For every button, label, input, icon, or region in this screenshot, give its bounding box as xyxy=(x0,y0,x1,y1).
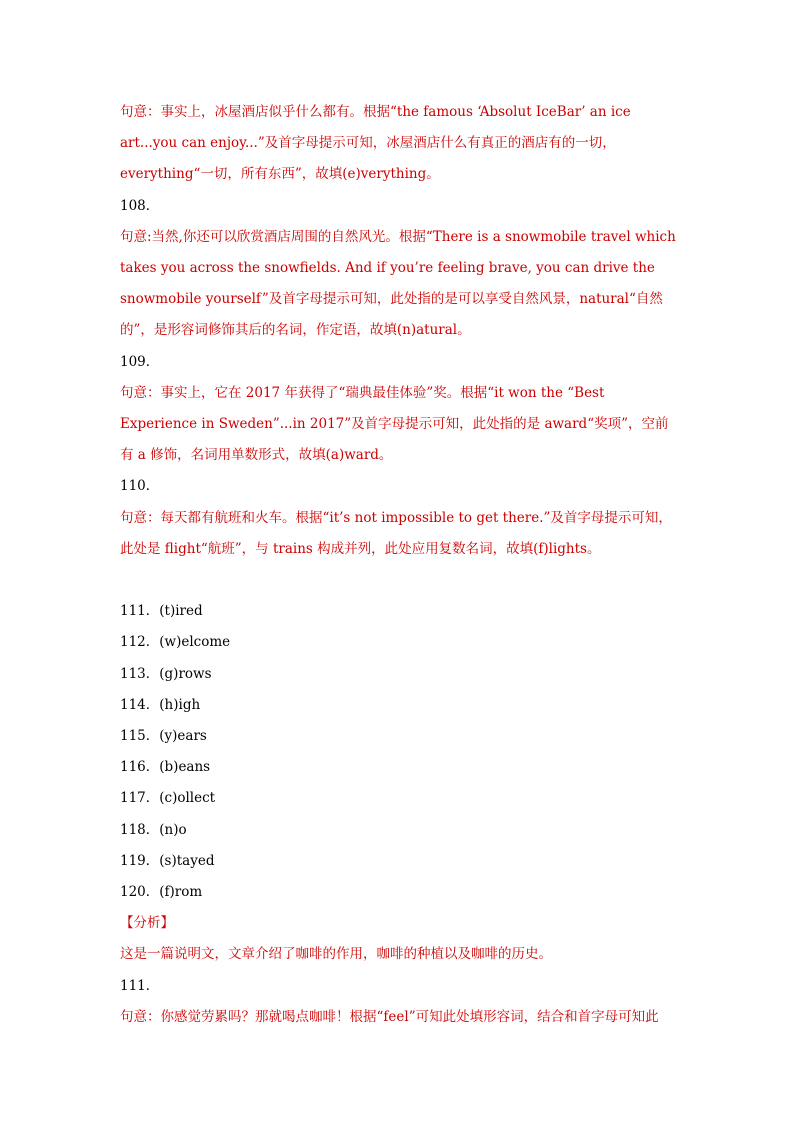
answer-111: 111．(t)ired xyxy=(120,603,203,620)
answer-114: 114．(h)igh xyxy=(120,696,201,713)
document-page xyxy=(120,97,680,1033)
question-number-111: 111． xyxy=(120,977,160,994)
answer-120: 120．(f)rom xyxy=(120,884,203,901)
answer-116: 116．(b)eans xyxy=(120,759,211,776)
explanation-110-text: 句意：每天都有航班和火车。根据“it’s not impossible to get there.”及首字母提示可知，此处是 flight“航班”，与 trains 构成并列，此处应用复数名词，故填(f)lights。 xyxy=(120,509,672,557)
explanation-109-text: 句意：事实上，它在 2017 年获得了“瑞典最佳体验”奖。根据“it won the “Best Experience in Sweden”...in 2017”及首字母提示可知，此处指的是 award“奖项”，空前有 a 修饰，名词用单数形式，故填(a)ward。 xyxy=(120,384,669,464)
analysis-summary: 这是一篇说明文，文章介绍了咖啡的作用，咖啡的种植以及咖啡的历史。 xyxy=(120,946,552,963)
answer-112: 112．(w)elcome xyxy=(120,634,231,651)
answer-119: 119．(s)tayed xyxy=(120,852,215,869)
answer-117: 117．(c)ollect xyxy=(120,790,216,807)
answer-115: 115．(y)ears xyxy=(120,728,207,745)
answer-118: 118．(n)o xyxy=(120,821,187,838)
blank-line xyxy=(120,565,680,596)
explanation-111-text: 句意：你感觉劳累吗？那就喝点咖啡！根据“feel”可知此处填形容词，结合和首字母可知此 xyxy=(120,1008,659,1025)
question-number-110: 110． xyxy=(120,478,160,495)
analysis-header: 【分析】 xyxy=(120,915,174,932)
question-number-108: 108． xyxy=(120,197,160,214)
explanation-108-text: 句意:当然,你还可以欣赏酒店周围的自然风光。根据“There is a snowmobile travel which takes you across the snowfields. And if you’re feeling brave, you can drive the snowmobile yourself”及首字母提示可知，此处指的是可以享受自然风景，natural“自然的”，是形容词修饰其后的名词，作定语，故填(n)atural。 xyxy=(120,228,676,339)
explanation-107-text: 句意：事实上，冰屋酒店似乎什么都有。根据“the famous ‘Absolut IceBar’ an ice art...you can enjoy...”及首字母提示可知，冰屋酒店什么有真正的酒店有的一切，everything“一切，所有东西”，故填(e)verything。 xyxy=(120,104,631,183)
question-number-109: 109． xyxy=(120,353,160,370)
answer-113: 113．(g)rows xyxy=(120,665,212,682)
